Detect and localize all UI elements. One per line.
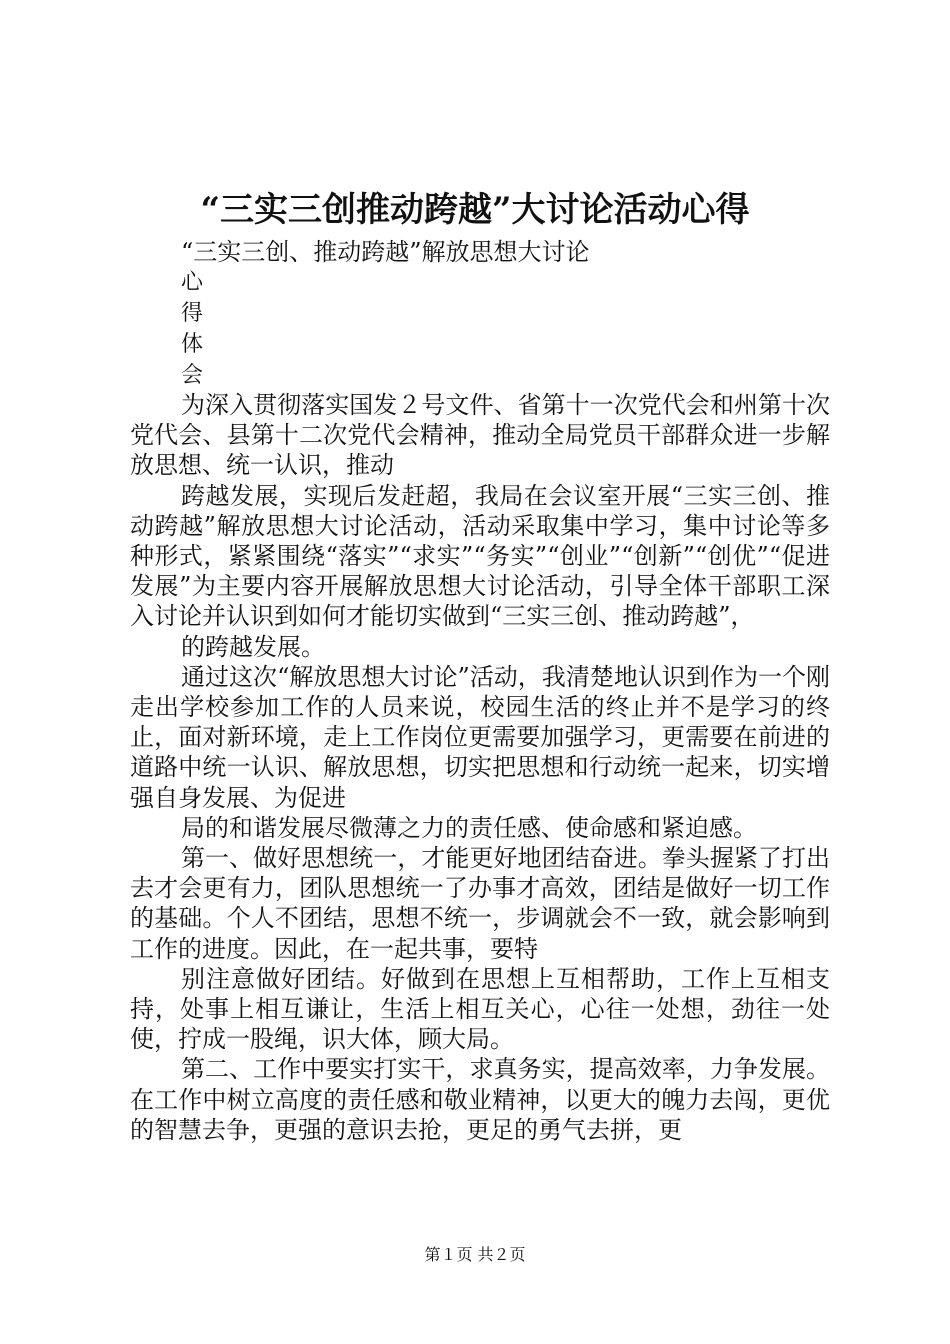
- paragraph: 别注意做好团结。好做到在思想上互相帮助，工作上互相支持，处事上相互谦让，生活上相互关心，心往一处想，劲往一处使，拧成一股绳，识大体，顾大局。: [130, 964, 830, 1054]
- paragraph: 局的和谐发展尽微薄之力的责任感、使命感和紧迫感。: [181, 813, 757, 842]
- page-footer: 第１页 共２页: [424, 1245, 526, 1264]
- vertical-char: 心: [181, 270, 204, 295]
- paragraph: 跨越发展，实现后发赶超，我局在会议室开展“三实三创、推动跨越”解放思想大讨论活动，活动采取集中学习，集中讨论等多种形式，紧紧围绕“落实”“求实”“务实”“创业”“创新”“创优”“促进发展”为主要内容开展解放思想大讨论活动，引导全体干部职工深入讨论并认识到如何才能切实做到“三实三创、推动跨越”，: [130, 481, 830, 631]
- vertical-char: 会: [181, 363, 204, 388]
- document-body: [130, 390, 830, 1145]
- vertical-heading: [181, 267, 203, 391]
- paragraph: 第二、工作中要实打实干，求真务实，提高效率，力争发展。在工作中树立高度的责任感和敬业精神，以更大的魄力去闯，更优的智慧去争，更强的意识去抢，更足的勇气去拼，更: [130, 1055, 830, 1144]
- document-title: “三实三创推动跨越”大讨论活动心得: [200, 190, 750, 230]
- vertical-char: 体: [181, 332, 204, 357]
- paragraph: 为深入贯彻落实国发２号文件、省第十一次党代会和州第十次党代会、县第十二次党代会精神，推动全局党员干部群众进一步解放思想、统一认识，推动: [130, 391, 830, 480]
- paragraph: 的跨越发展。: [181, 632, 325, 661]
- paragraph: 第一、做好思想统一，才能更好地团结奋进。拳头握紧了打出去才会更有力，团队思想统一了办事才高效，团结是做好一切工作的基础。个人不团结，思想不统一，步调就会不一致，就会影响到工作的进度。因此，在一起共事，要特: [130, 844, 830, 963]
- document-subtitle: “三实三创、推动跨越”解放思想大讨论: [181, 238, 590, 266]
- paragraph: 通过这次“解放思想大讨论”活动，我清楚地认识到作为一个刚走出学校参加工作的人员来说，校园生活的终止并不是学习的终止，面对新环境，走上工作岗位更需要加强学习，更需要在前进的道路中统一认识、解放思想，切实把思想和行动统一起来，切实增强自身发展、为促进: [130, 662, 830, 812]
- vertical-char: 得: [181, 301, 204, 326]
